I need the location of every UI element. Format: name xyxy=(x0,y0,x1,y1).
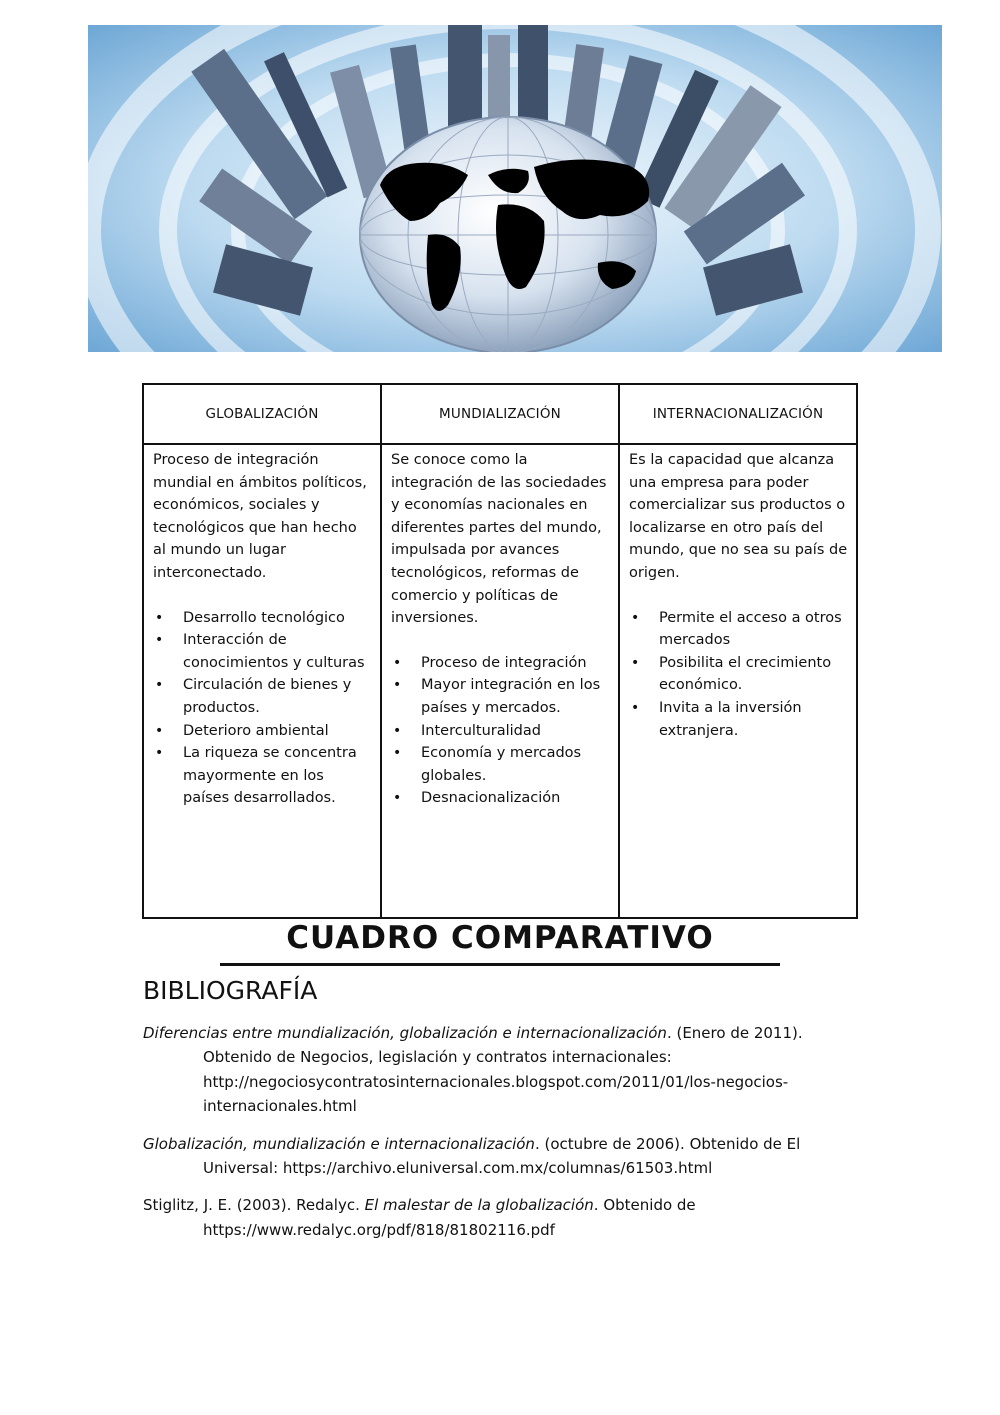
entry-rest: . (octubre de 2006). Obtenido de El Universal: https://archivo.eluniversal.com.mx/columnas/61503.html xyxy=(203,1134,801,1178)
document-title: CUADRO COMPARATIVO xyxy=(286,920,714,956)
list-item xyxy=(391,674,610,719)
description-internacionalizacion: Es la capacidad que alcanza una empresa para poder comercializar sus productos o localizarse en otro país del mundo, que no sea su país de origen. xyxy=(629,452,848,581)
bullet-icon: • xyxy=(393,790,402,807)
bullet-list-mundializacion xyxy=(391,652,610,810)
header-banner-image xyxy=(88,25,942,352)
bullet-text: Mayor integración en los países y mercados. xyxy=(421,677,601,716)
description-globalizacion: Proceso de integración mundial en ámbitos políticos, económicos, sociales y tecnológicos que han hecho al mundo un lugar interconectado. xyxy=(153,452,367,581)
bullet-icon: • xyxy=(155,632,164,649)
cell-internacionalizacion xyxy=(619,444,857,918)
bullet-icon: • xyxy=(631,609,640,626)
list-item xyxy=(153,629,372,674)
bullet-text: Interacción de conocimientos y culturas xyxy=(183,632,365,671)
table-header-row xyxy=(143,384,857,444)
entry-italic-title: El malestar de la globalización xyxy=(364,1196,594,1215)
bullet-text: Economía y mercados globales. xyxy=(421,745,582,784)
list-item xyxy=(153,674,372,719)
bullet-text: Interculturalidad xyxy=(421,722,541,739)
bullet-icon: • xyxy=(393,722,402,739)
list-item xyxy=(391,787,610,810)
entry-italic-title: Globalización, mundialización e internacionalización xyxy=(143,1134,535,1153)
title-underline-divider xyxy=(220,963,780,966)
list-item xyxy=(391,742,610,787)
comparison-table xyxy=(142,383,858,919)
bibliography-entry xyxy=(143,1193,833,1242)
list-item xyxy=(153,720,372,743)
bullet-icon: • xyxy=(155,722,164,739)
bullet-text: Desarrollo tecnológico xyxy=(183,609,345,626)
entry-lead: Stiglitz, J. E. (2003). Redalyc. xyxy=(143,1196,365,1215)
bullet-text: Invita a la inversión extranjera. xyxy=(659,699,802,739)
bullet-icon: • xyxy=(393,677,402,694)
bibliography-list xyxy=(143,1021,833,1255)
header-internacionalizacion: INTERNACIONALIZACIÓN xyxy=(619,384,857,444)
bullet-list-internacionalizacion xyxy=(629,607,848,743)
bullet-icon: • xyxy=(631,699,640,716)
bullet-text: Proceso de integración xyxy=(421,654,587,671)
bibliography-entry xyxy=(143,1021,833,1119)
bullet-text: Desnacionalización xyxy=(421,790,561,807)
description-mundializacion: Se conoce como la integración de las sociedades y economías nacionales en diferentes partes del mundo, impulsada por avances tecnológicos, reformas de comercio y políticas de inversiones. xyxy=(391,452,607,627)
header-globalizacion: GLOBALIZACIÓN xyxy=(143,384,381,444)
list-item xyxy=(629,607,848,652)
bibliography-heading: BIBLIOGRAFÍA xyxy=(143,976,318,1005)
entry-italic-title: Diferencias entre mundialización, globalización e internacionalización xyxy=(143,1024,667,1042)
list-item xyxy=(153,607,372,630)
bullet-list-globalizacion xyxy=(153,607,372,810)
globe-city-illustration xyxy=(88,25,942,352)
list-item xyxy=(391,652,610,675)
bullet-text: La riqueza se concentra mayormente en los países desarrollados. xyxy=(183,745,357,807)
entry-rest: . (Enero de 2011). Obtenido de Negocios, legislación y contratos internacionales: http://negociosycontratosinternacionales.blogspot.com/2011/01/los-negocios-internacionales.html xyxy=(203,1024,803,1116)
bibliography-entry xyxy=(143,1132,833,1181)
cell-mundializacion xyxy=(381,444,619,918)
bullet-text: Posibilita el crecimiento económico. xyxy=(659,654,832,694)
list-item xyxy=(629,652,848,697)
table-body-row xyxy=(143,444,857,918)
bullet-text: Deterioro ambiental xyxy=(183,722,329,739)
bullet-icon: • xyxy=(393,654,402,671)
cell-globalizacion xyxy=(143,444,381,918)
list-item xyxy=(629,697,848,742)
list-item xyxy=(153,742,372,810)
list-item xyxy=(391,720,610,743)
bullet-icon: • xyxy=(155,677,164,694)
header-mundializacion: MUNDIALIZACIÓN xyxy=(381,384,619,444)
bullet-icon: • xyxy=(393,745,402,762)
entry-rest: . Obtenido de https://www.redalyc.org/pdf/818/81802116.pdf xyxy=(203,1196,696,1239)
bullet-icon: • xyxy=(155,745,164,762)
bullet-icon: • xyxy=(631,654,640,671)
bullet-text: Permite el acceso a otros mercados xyxy=(659,609,842,649)
bullet-icon: • xyxy=(155,609,164,626)
bullet-text: Circulación de bienes y productos. xyxy=(183,677,352,716)
